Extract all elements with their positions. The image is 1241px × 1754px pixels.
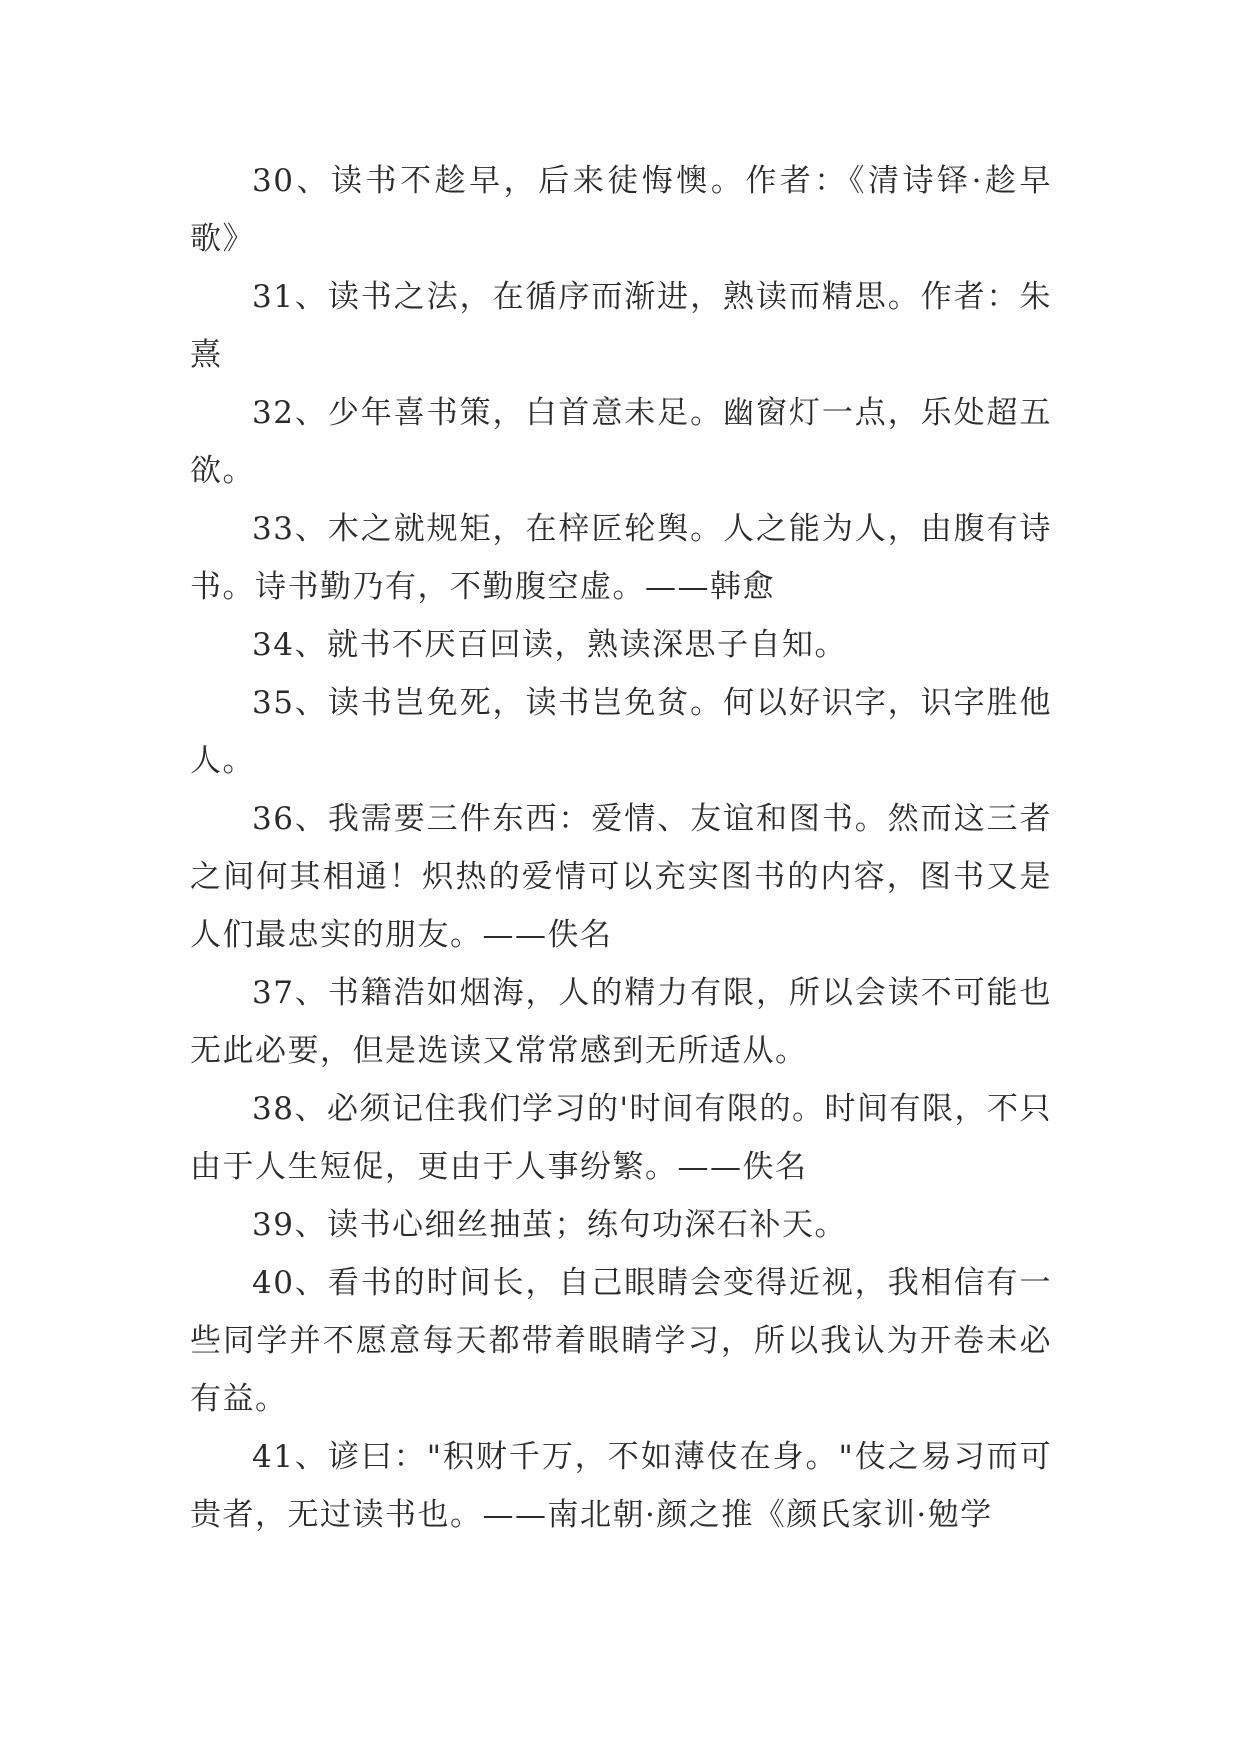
quote-paragraph-32: 32、少年喜书策，白首意未足。幽窗灯一点，乐处超五欲。: [190, 395, 1052, 489]
quote-paragraph-30: 30、读书不趁早，后来徒悔懊。作者：《清诗铎·趁早歌》: [190, 163, 1052, 257]
quote-paragraph-39: 39、读书心细丝抽茧；练句功深石补天。: [252, 1207, 847, 1243]
quote-paragraph-40: 40、看书的时间长，自己眼睛会变得近视，我相信有一些同学并不愿意每天都带着眼睛学习，所以我认为开卷未必有益。: [190, 1265, 1052, 1417]
quote-paragraph-31: 31、读书之法，在循序而渐进，熟读而精思。作者：朱熹: [190, 279, 1052, 373]
quote-paragraph-36: 36、我需要三件东西：爱情、友谊和图书。然而这三者之间何其相通！炽热的爱情可以充实图书的内容，图书又是人们最忠实的朋友。——佚名: [190, 801, 1052, 953]
quote-paragraph-35: 35、读书岂免死，读书岂免贫。何以好识字，识字胜他人。: [190, 685, 1052, 779]
quote-list: [190, 152, 1052, 1544]
quote-paragraph-41: 41、谚曰："积财千万，不如薄伎在身。"伎之易习而可贵者，无过读书也。——南北朝·颜之推《颜氏家训·勉学: [190, 1439, 1052, 1533]
quote-paragraph-33: 33、木之就规矩，在梓匠轮舆。人之能为人，由腹有诗书。诗书勤乃有，不勤腹空虚。——韩愈: [190, 511, 1052, 605]
quote-paragraph-38: 38、必须记住我们学习的'时间有限的。时间有限，不只由于人生短促，更由于人事纷繁。——佚名: [190, 1091, 1052, 1185]
quote-paragraph-34: 34、就书不厌百回读，熟读深思子自知。: [252, 627, 847, 663]
quote-paragraph-37: 37、书籍浩如烟海，人的精力有限，所以会读不可能也无此必要，但是选读又常常感到无所适从。: [190, 975, 1052, 1069]
